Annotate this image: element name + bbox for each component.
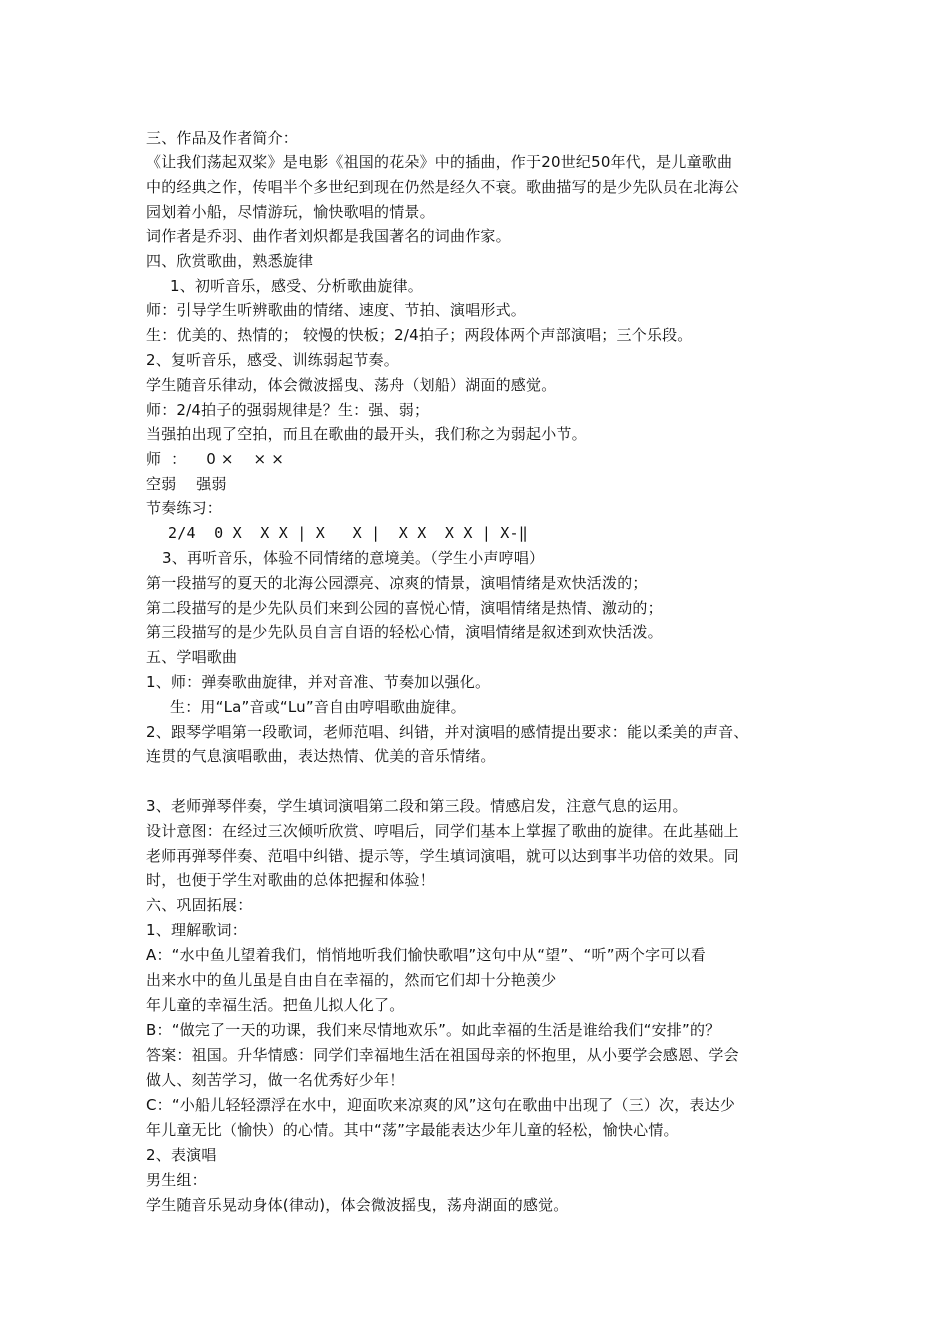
- section-heading-5: 五、学唱歌曲: [146, 648, 238, 666]
- text-line: 当强拍出现了空拍，而且在歌曲的最开头，我们称之为弱起小节。: [146, 425, 587, 443]
- text-line: 设计意图：在经过三次倾听欣赏、哼唱后，同学们基本上掌握了歌曲的旋律。在此基础上: [146, 822, 739, 840]
- text-line: 2、复听音乐，感受、训练弱起节奏。: [146, 351, 399, 369]
- text-line: 词作者是乔羽、曲作者刘炽都是我国著名的词曲作家。: [146, 227, 511, 245]
- text-line: 第一段描写的夏天的北海公园漂亮、凉爽的情景，演唱情绪是欢快活泼的；: [146, 574, 648, 592]
- text-line: 2、跟琴学唱第一段歌词，老师范唱、纠错，并对演唱的感情提出要求：能以柔美的声音、: [146, 723, 749, 741]
- text-line: 生：优美的、热情的； 较慢的快板；2/4拍子；两段体两个声部演唱；三个乐段。: [146, 326, 693, 344]
- text-line: 做人、刻苦学习，做一名优秀好少年！: [146, 1071, 405, 1089]
- text-line: 《让我们荡起双桨》是电影《祖国的花朵》中的插曲，作于20世纪50年代，是儿童歌曲: [146, 153, 733, 171]
- text-line: 学生随音乐晃动身体(律动)，体会微波摇曳，荡舟湖面的感觉。: [146, 1196, 569, 1214]
- text-line: 3、再听音乐，体验不同情绪的意境美。（学生小声哼唱）: [162, 549, 545, 567]
- rhythm-notation: 师 ： 0 × × ×: [146, 450, 285, 468]
- text-line: 园划着小船，尽情游玩，愉快歌唱的情景。: [146, 203, 435, 221]
- text-line: 中的经典之作，传唱半个多世纪到现在仍然是经久不衰。歌曲描写的是少先队员在北海公: [146, 178, 739, 196]
- text-line: 学生随音乐律动，体会微波摇曳、荡舟（划船）湖面的感觉。: [146, 376, 557, 394]
- text-line: C：“小船儿轻轻漂浮在水中，迎面吹来凉爽的风”这句在歌曲中出现了（三）次，表达少: [146, 1096, 736, 1114]
- text-line: 节奏练习：: [146, 499, 223, 517]
- text-line: 年儿童无比（愉快）的心情。其中“荡”字最能表达少年儿童的轻松，愉快心情。: [146, 1121, 679, 1139]
- text-line: 2、表演唱: [146, 1146, 217, 1164]
- text-line: 连贯的气息演唱歌曲，表达热情、优美的音乐情绪。: [146, 747, 496, 765]
- text-line: 答案：祖国。升华情感：同学们幸福地生活在祖国母亲的怀抱里，从小要学会感恩、学会: [146, 1046, 739, 1064]
- text-line: 出来水中的鱼儿虽是自由自在幸福的，然而它们却十分艳羡少: [146, 971, 557, 989]
- section-heading-6: 六、巩固拓展：: [146, 896, 253, 914]
- rhythm-notation: 空弱 强弱: [146, 475, 227, 493]
- text-line: 男生组：: [146, 1171, 207, 1189]
- text-line: B：“做完了一天的功课，我们来尽情地欢乐”。如此幸福的生活是谁给我们“安排”的？: [146, 1021, 721, 1039]
- text-line: 第二段描写的是少先队员们来到公园的喜悦心情，演唱情绪是热情、激动的；: [146, 599, 663, 617]
- text-line: 时，也便于学生对歌曲的总体把握和体验！: [146, 871, 435, 889]
- text-line: 3、老师弹琴伴奏，学生填词演唱第二段和第三段。情感启发，注意气息的运用。: [146, 797, 688, 815]
- text-line: 1、理解歌词：: [146, 921, 247, 939]
- text-line: 师：引导学生听辨歌曲的情绪、速度、节拍、演唱形式。: [146, 301, 527, 319]
- section-heading-3: 三、作品及作者简介：: [146, 129, 299, 147]
- text-line: 老师再弹琴伴奏、范唱中纠错、提示等，学生填词演唱，就可以达到事半功倍的效果。同: [146, 847, 739, 865]
- text-line: 第三段描写的是少先队员自言自语的轻松心情，演唱情绪是叙述到欢快活泼。: [146, 623, 663, 641]
- text-line: 1、初听音乐，感受、分析歌曲旋律。: [170, 277, 423, 295]
- text-line: 师：2/4拍子的强弱规律是？生：强、弱；: [146, 401, 430, 419]
- text-line: 年儿童的幸福生活。把鱼儿拟人化了。: [146, 996, 405, 1014]
- rhythm-exercise: 2/4 0 X X X | X X | X X X X | X-‖: [168, 524, 528, 542]
- text-line: A：“水中鱼儿望着我们，悄悄地听我们愉快歌唱”这句中从“望”、“听”两个字可以看: [146, 946, 706, 964]
- section-heading-4: 四、欣赏歌曲，熟悉旋律: [146, 252, 314, 270]
- text-line: 1、师：弹奏歌曲旋律，并对音准、节奏加以强化。: [146, 673, 491, 691]
- text-line: 生：用“La”音或“Lu”音自由哼唱歌曲旋律。: [170, 698, 466, 716]
